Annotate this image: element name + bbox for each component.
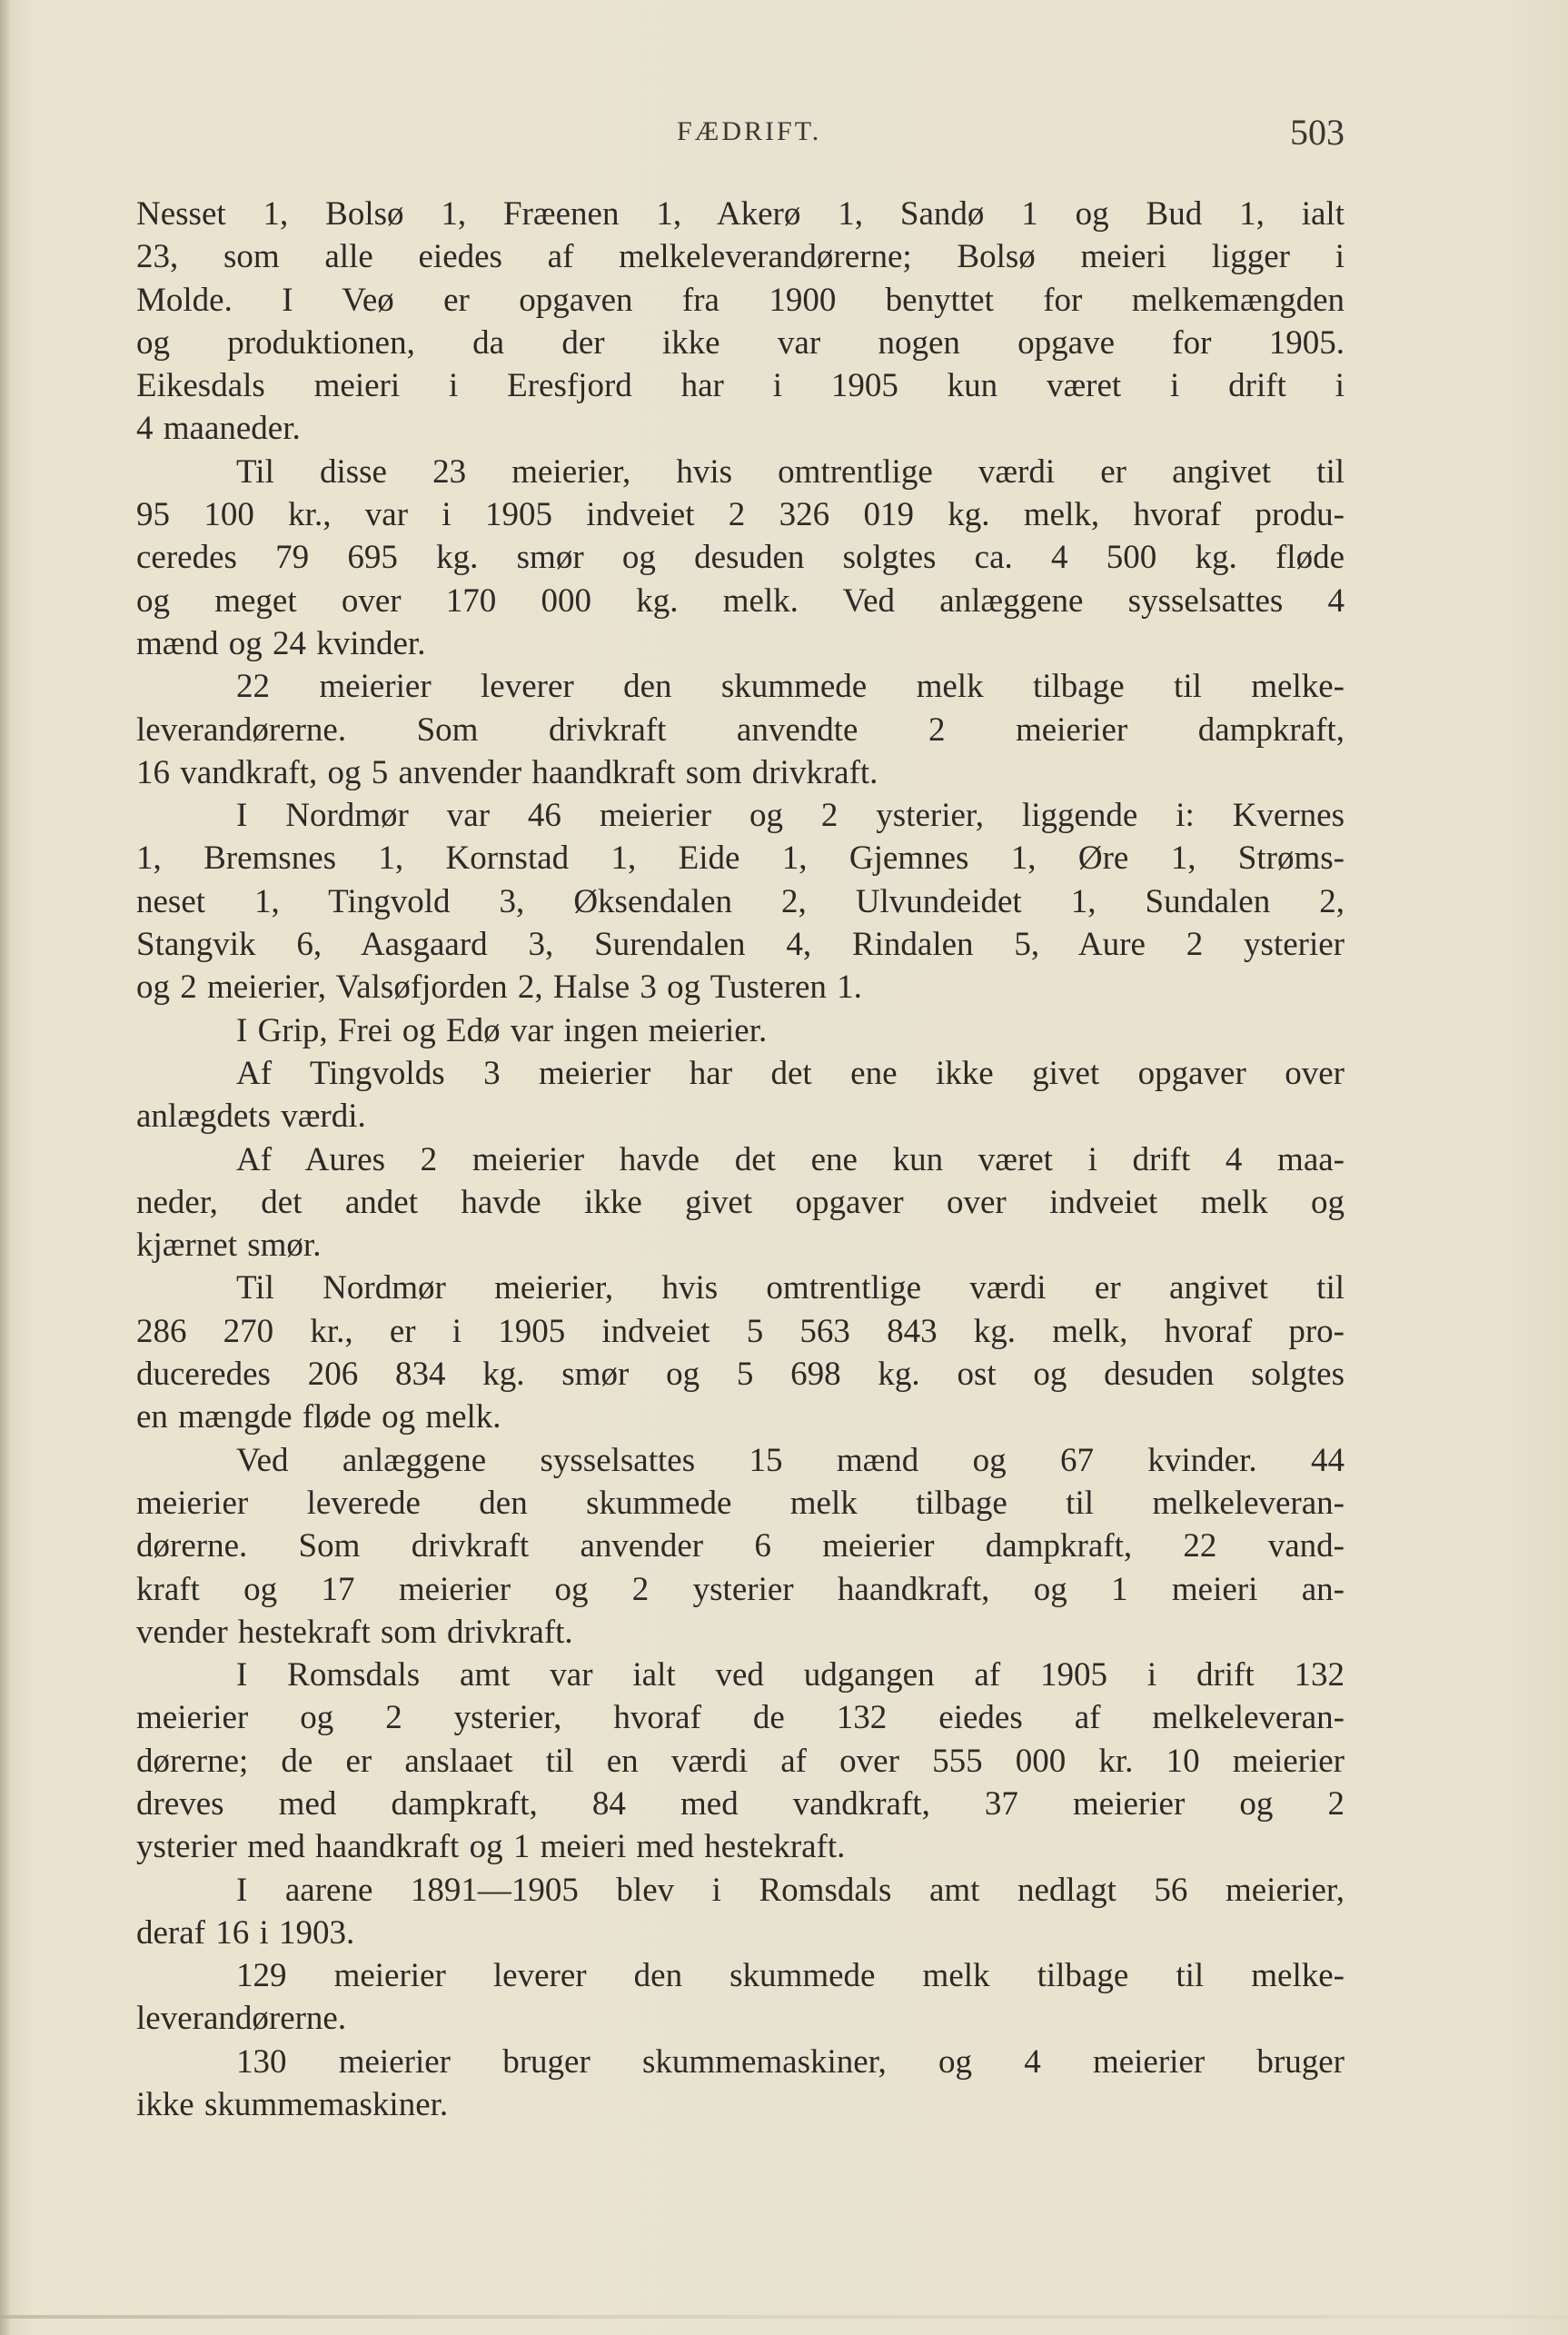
body-text — [136, 193, 1345, 2126]
text-line: I Nordmør var 46 meierier og 2 ysterier, liggende i: Kvernes — [236, 797, 1345, 835]
text-line: 286 270 kr., er i 1905 indveiet 5 563 843 kg. melk, hvoraf pro- — [136, 1312, 1345, 1350]
text-line: en mængde fløde og melk. — [136, 1398, 501, 1436]
text-line: 95 100 kr., var i 1905 indveiet 2 326 019 kg. melk, hvoraf produ- — [136, 496, 1345, 534]
page-header — [136, 112, 1345, 162]
text-line: meierier og 2 ysterier, hvoraf de 132 eiedes af melkeleveran- — [136, 1699, 1345, 1737]
text-line: leverandørerne. — [136, 2000, 347, 2038]
text-line: 4 maaneder. — [136, 410, 301, 448]
text-line: meierier leverede den skummede melk tilbage til melkeleveran- — [136, 1484, 1345, 1522]
text-line: 23, som alle eiedes af melkeleverandørerne; Bolsø meieri ligger i — [136, 238, 1345, 276]
text-line: I Romsdals amt var ialt ved udgangen af 1905 i drift 132 — [236, 1656, 1345, 1694]
text-line: Molde. I Veø er opgaven fra 1900 benyttet for melkemængden — [136, 281, 1345, 319]
text-line: Til disse 23 meierier, hvis omtrentlige værdi er angivet til — [236, 452, 1345, 491]
text-line: 129 meierier leverer den skummede melk tilbage til melke- — [236, 1957, 1345, 1995]
text-line: 130 meierier bruger skummemaskiner, og 4 meierier bruger — [236, 2042, 1345, 2081]
text-line: Af Aures 2 meierier havde det ene kun været i drift 4 maa- — [236, 1140, 1345, 1178]
text-line: kraft og 17 meierier og 2 ysterier haandkraft, og 1 meieri an- — [136, 1570, 1345, 1608]
text-line: kjærnet smør. — [136, 1227, 322, 1265]
text-line: ikke skummemaskiner. — [136, 2086, 449, 2124]
text-line: Eikesdals meieri i Eresfjord har i 1905 kun været i drift i — [136, 367, 1345, 405]
text-line: 16 vandkraft, og 5 anvender haandkraft som drivkraft. — [136, 753, 878, 791]
text-line: 1, Bremsnes 1, Kornstad 1, Eide 1, Gjemnes 1, Øre 1, Strøms- — [136, 840, 1345, 878]
text-line: I Grip, Frei og Edø var ingen meierier. — [236, 1011, 768, 1049]
text-line: Nesset 1, Bolsø 1, Fræenen 1, Akerø 1, Sandø 1 og Bud 1, ialt — [136, 195, 1345, 233]
text-line: Til Nordmør meierier, hvis omtrentlige værdi er angivet til — [236, 1269, 1345, 1307]
text-line: dørerne; de er anslaaet til en værdi af over 555 000 kr. 10 meierier — [136, 1742, 1345, 1780]
text-line: dørerne. Som drivkraft anvender 6 meierier dampkraft, 22 vand- — [136, 1527, 1345, 1565]
running-head: FÆDRIFT. — [677, 116, 822, 146]
page-bottom-edge — [0, 2315, 1568, 2319]
text-line: vender hestekraft som drivkraft. — [136, 1613, 573, 1651]
text-line: ceredes 79 695 kg. smør og desuden solgtes ca. 4 500 kg. fløde — [136, 539, 1345, 577]
text-line: Ved anlæggene sysselsattes 15 mænd og 67 kvinder. 44 — [236, 1441, 1345, 1479]
text-line: anlægdets værdi. — [136, 1098, 366, 1136]
page-number: 503 — [1290, 112, 1345, 153]
text-line: og meget over 170 000 kg. melk. Ved anlæggene sysselsattes 4 — [136, 581, 1345, 620]
text-line: Stangvik 6, Aasgaard 3, Surendalen 4, Rindalen 5, Aure 2 ysterier — [136, 926, 1345, 964]
text-line: Af Tingvolds 3 meierier har det ene ikke givet opgaver over — [236, 1054, 1345, 1092]
text-line: leverandørerne. Som drivkraft anvendte 2 meierier dampkraft, — [136, 710, 1345, 749]
text-line: neder, det andet havde ikke givet opgaver over indveiet melk og — [136, 1183, 1345, 1221]
text-line: deraf 16 i 1903. — [136, 1913, 355, 1952]
text-line: ysterier med haandkraft og 1 meieri med hestekraft. — [136, 1828, 846, 1866]
text-line: mænd og 24 kvinder. — [136, 624, 426, 662]
text-line: og 2 meierier, Valsøfjorden 2, Halse 3 og Tusteren 1. — [136, 969, 862, 1007]
text-line: dreves med dampkraft, 84 med vandkraft, 37 meierier og 2 — [136, 1784, 1345, 1823]
text-line: 22 meierier leverer den skummede melk tilbage til melke- — [236, 668, 1345, 706]
page-binding-edge — [0, 0, 9, 2335]
text-line: og produktionen, da der ikke var nogen opgave for 1905. — [136, 323, 1345, 362]
text-line: I aarene 1891—1905 blev i Romsdals amt nedlagt 56 meierier, — [236, 1871, 1345, 1909]
text-line: duceredes 206 834 kg. smør og 5 698 kg. ost og desuden solgtes — [136, 1356, 1345, 1394]
text-line: neset 1, Tingvold 3, Øksendalen 2, Ulvundeidet 1, Sundalen 2, — [136, 882, 1345, 920]
